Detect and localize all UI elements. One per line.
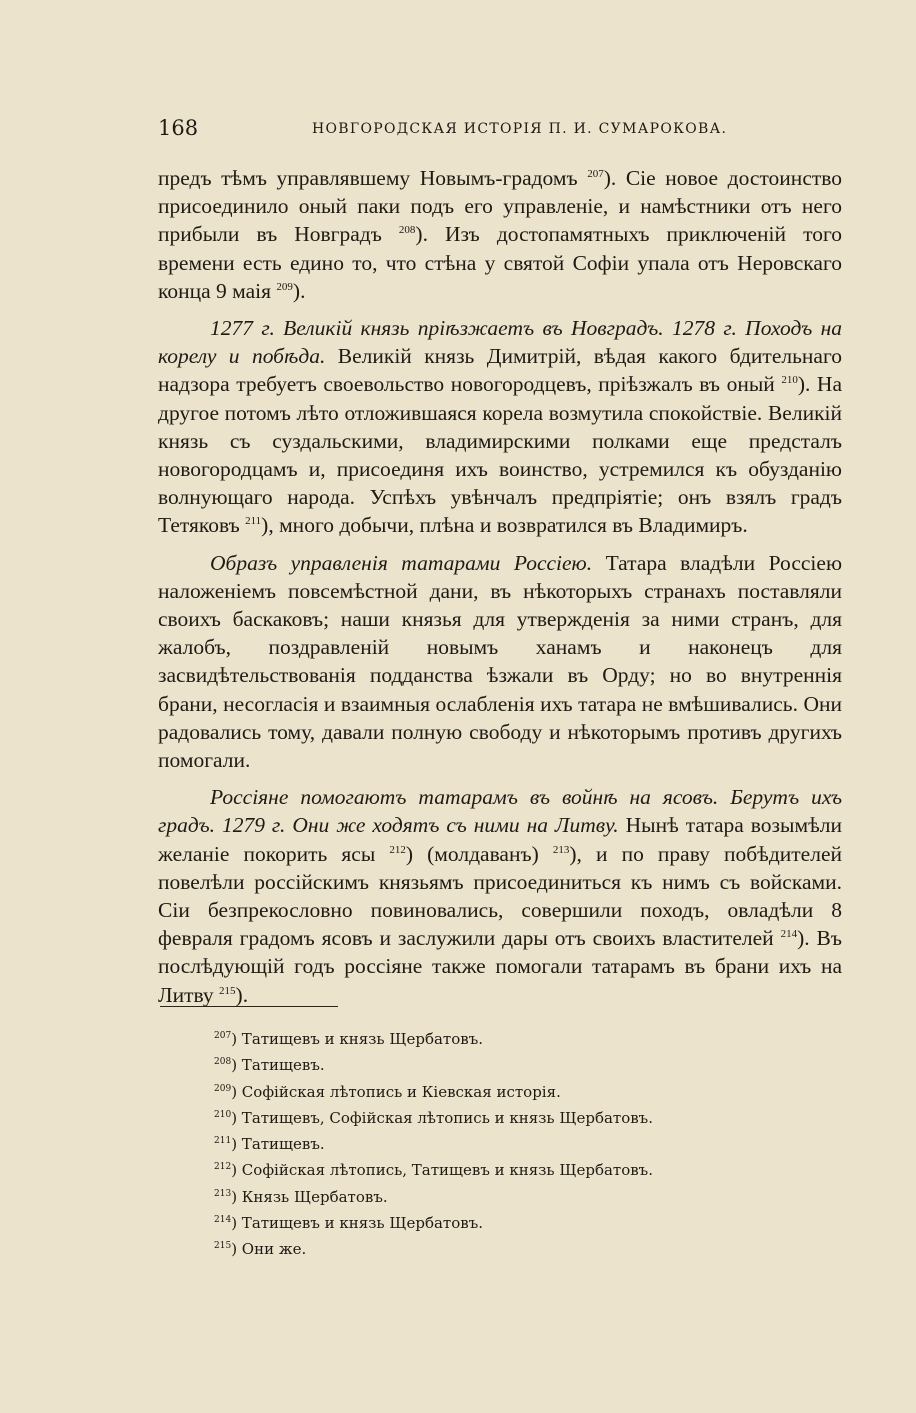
footnote-number: 214 xyxy=(214,1215,232,1226)
text-run: Татара владѣли Россіею наложеніемъ повсемѣстной дани, въ нѣкоторыхъ странахъ поставляли своихъ баскаковъ; наши князья для утвержденія за ними странъ, для жалобъ, поздравленій новымъ ханамъ и наконецъ для засвидѣтельствованія подданства ѣзжали въ Орду; но во внутреннія брани, несогласія и взаимныя ослабленія ихъ татара не вмѣшивались. Они радовались тому, давали полную свободу и нѣкоторымъ противъ другихъ помогали. xyxy=(158,550,843,773)
page-number: 168 xyxy=(158,116,199,140)
footnote-text: ) Татищевъ и князь Щербатовъ. xyxy=(231,1214,484,1233)
footnote-number: 207 xyxy=(214,1031,232,1041)
footnote-text: ) Софійская лѣтопись, Татищевъ и князь Щербатовъ. xyxy=(231,1161,653,1180)
footnote-ref: 209 xyxy=(276,280,293,293)
footnote-number: 215 xyxy=(214,1241,232,1252)
text-run: ). Сіе новое достоинство присоединило оный паки подъ его управленіе, и намѣстники отъ него прибыли въ Новградъ xyxy=(158,166,843,247)
footnote xyxy=(214,1052,834,1078)
footnote-text: ) Татищевъ, Софійская лѣтопись и князь Щербатовъ. xyxy=(231,1108,653,1127)
paragraph xyxy=(158,549,842,775)
marginal-heading: Россіяне помогаютъ татарамъ въ войнѣ на ясовъ. Берутъ ихъ градъ. 1279 г. Они же ходятъ съ ними на Литву. xyxy=(158,785,842,838)
footnote-number: 210 xyxy=(214,1109,232,1120)
paragraph xyxy=(158,164,842,305)
footnote-text: ) Софійская лѣтопись и Кіевская исторія. xyxy=(231,1082,561,1101)
paragraph xyxy=(158,783,842,1009)
footnote xyxy=(214,1026,834,1052)
text-run: ), много добычи, плѣна и возвратился въ Владимиръ. xyxy=(261,513,748,538)
marginal-heading: 1277 г. Великій князь пріѣзжаетъ въ Новградъ. 1278 г. Походъ на корелу и побѣда. xyxy=(158,316,842,369)
footnote-ref: 213 xyxy=(552,843,570,856)
body-text xyxy=(158,164,842,1009)
footnote-text: ) Они же. xyxy=(231,1240,307,1259)
footnote xyxy=(214,1184,834,1210)
text-run: ). Изъ достопамятныхъ приключеній того времени есть едино то, что стѣна у святой Софіи упала отъ Неровскаго конца 9 маія xyxy=(158,222,842,303)
footnote xyxy=(214,1079,834,1105)
footnote xyxy=(214,1131,834,1157)
marginal-heading: Образъ управленія татарами Россіею. xyxy=(210,550,593,575)
running-title: НОВГОРОДСКАЯ ИСТОРІЯ П. И. СУМАРОКОВА. xyxy=(312,121,728,137)
text-run: ). Въ послѣдующій годъ россіяне также помогали татарамъ въ брани ихъ на Литву xyxy=(158,926,842,1007)
text-run: ) (молдаванъ) xyxy=(405,841,553,866)
footnote-ref: 211 xyxy=(245,515,262,528)
footnote xyxy=(214,1236,834,1262)
page-header xyxy=(158,116,858,146)
footnote-text: ) Татищевъ. xyxy=(231,1135,325,1154)
footnote-number: 211 xyxy=(214,1136,232,1147)
footnote-ref: 214 xyxy=(780,928,798,941)
text-run: предъ тѣмъ управлявшему Новымъ-градомъ xyxy=(158,166,588,190)
footnote-text: ) Татищевъ и князь Щербатовъ. xyxy=(231,1030,484,1048)
footnote-text: ) Татищевъ. xyxy=(231,1056,325,1075)
footnote-number: 208 xyxy=(214,1057,232,1068)
footnote-ref: 212 xyxy=(389,843,406,856)
text-run: ). xyxy=(235,982,249,1007)
footnote-number: 209 xyxy=(214,1083,232,1094)
footnote xyxy=(214,1210,834,1236)
text-run: Нынѣ татара возымѣли желаніе покорить ясы xyxy=(158,813,842,866)
footnote-ref: 210 xyxy=(781,374,798,387)
footnote xyxy=(214,1157,834,1183)
text-run: ). xyxy=(292,278,306,303)
footnote-rule xyxy=(160,1006,338,1007)
text-run: ). На другое потомъ лѣто отложившаяся корела возмутила спокойствіе. Великій князь съ суздальскими, владимирскими полками еще предсталъ новогородцамъ и, присоединя ихъ воинство, устремился къ обузданію волнующаго народа. Успѣхъ увѣнчалъ предпріятіе; онъ взялъ градъ Тетяковъ xyxy=(158,372,842,538)
footnote-number: 213 xyxy=(214,1188,232,1199)
footnote-ref: 208 xyxy=(398,224,416,237)
text-run: ), и по праву побѣдителей повелѣли россійскимъ князьямъ присоединиться къ нимъ съ войсками. Сіи безпрекословно повиновались, совершили походъ, овладѣли 8 февраля градомъ ясовъ и заслужили дары отъ своихъ властителей xyxy=(158,841,843,951)
footnotes-list xyxy=(214,1026,834,1263)
footnote-number: 212 xyxy=(214,1162,232,1173)
footnote-ref: 215 xyxy=(219,984,236,997)
footnote xyxy=(214,1105,834,1131)
paragraph xyxy=(158,314,842,540)
text-run: Великій князь Димитрій, вѣдая какого бдительнаго надзора требуетъ своевольство новогородцевъ, пріѣзжалъ въ оный xyxy=(158,344,842,397)
footnote-text: ) Князь Щербатовъ. xyxy=(231,1187,388,1206)
footnote-ref: 207 xyxy=(587,167,604,180)
